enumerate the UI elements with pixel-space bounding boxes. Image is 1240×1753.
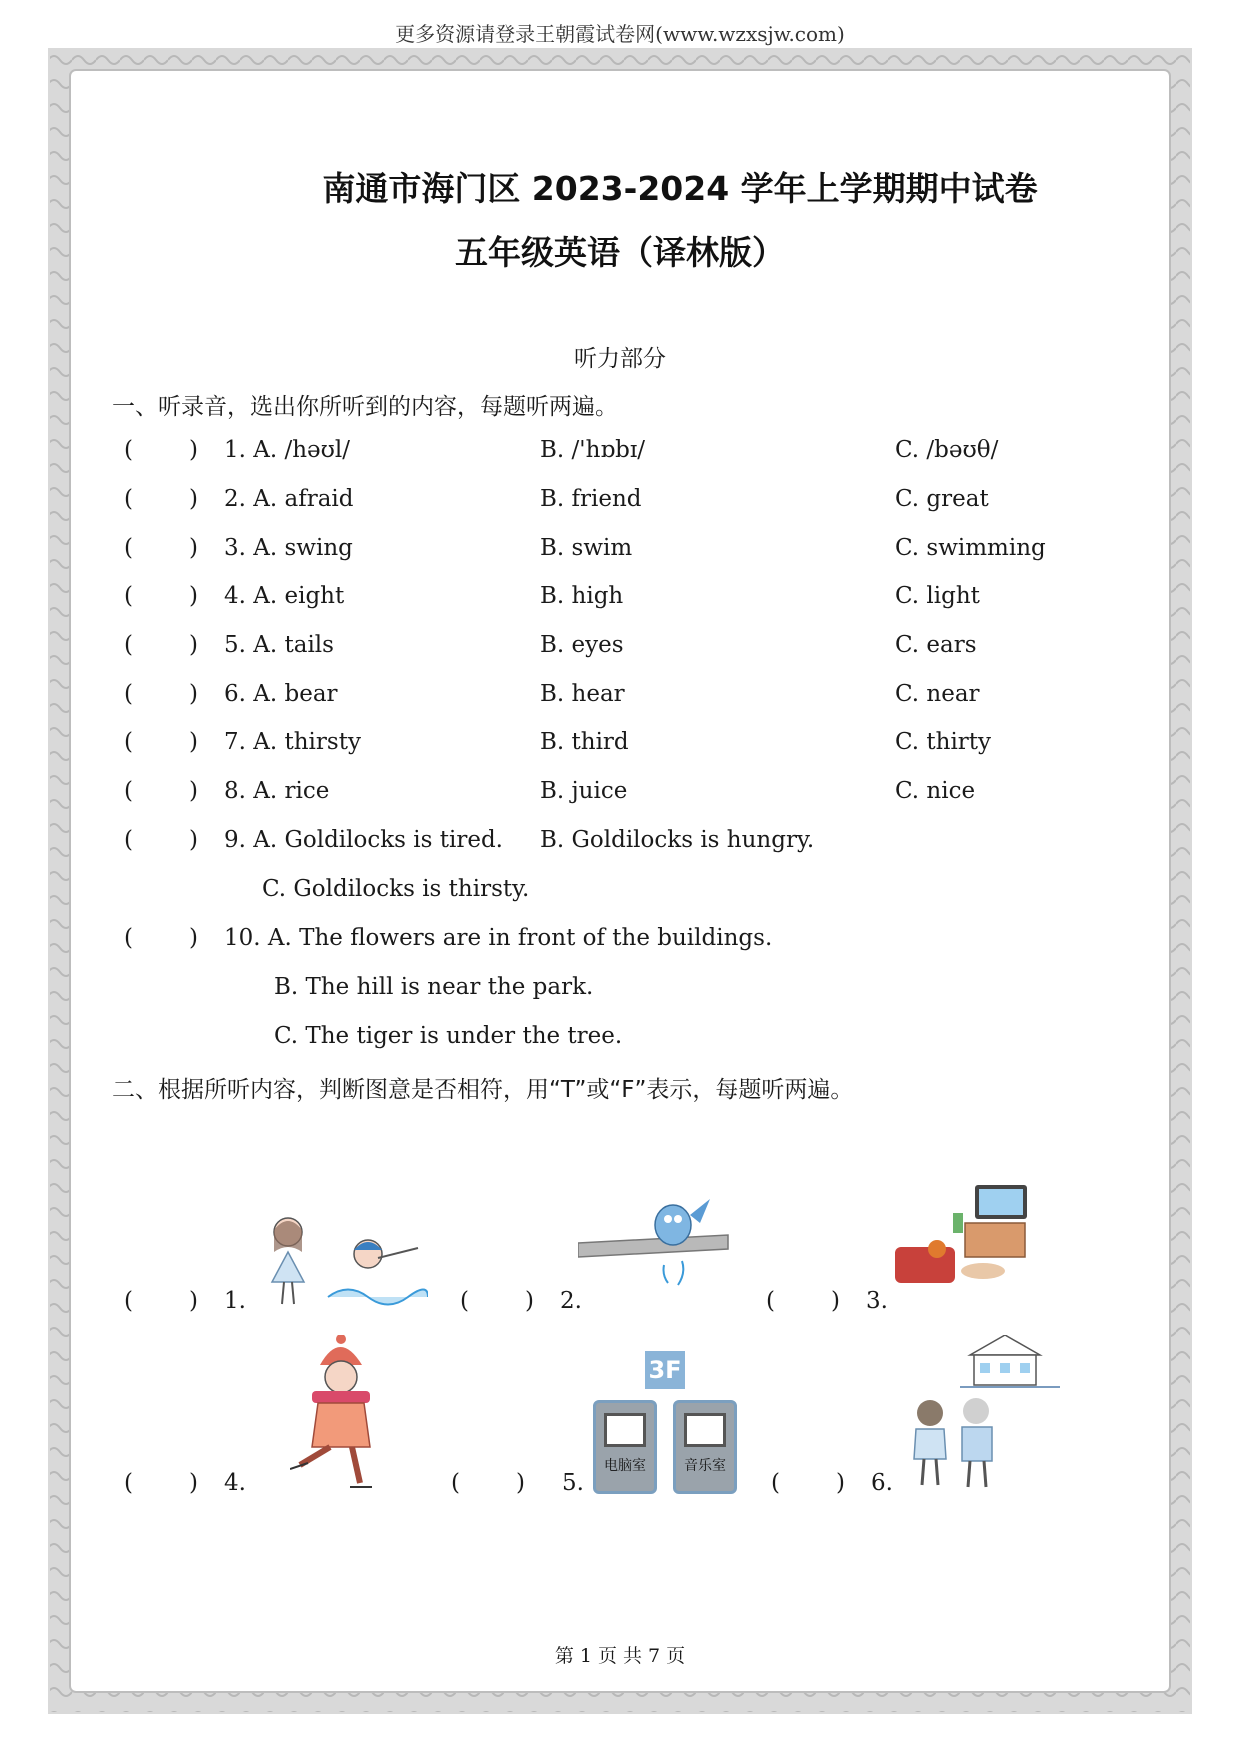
answer-blank[interactable]: ( [771,1470,780,1496]
answer-blank-close: ) [831,1288,840,1314]
option-c: C. ears [895,632,977,658]
question-row [0,681,1240,713]
question-row [0,827,1240,859]
music-room-door [673,1400,737,1494]
item-number: 1. [224,1288,246,1314]
answer-blank[interactable]: ( [124,729,133,755]
option-b: B. hear [540,681,625,707]
option-a: 4. A. eight [224,583,345,609]
answer-blank-close: ) [189,925,198,951]
girl-skating-illustration [290,1335,390,1495]
option-a: 6. A. bear [224,681,338,707]
question-row [0,437,1240,469]
watermark: 更多资源请登录王朝霞试卷网(www.wzxsjw.com) [395,22,845,46]
answer-blank[interactable]: ( [766,1288,775,1314]
option-a: 7. A. thirsty [224,729,361,755]
exam-title: 南通市海门区 2023-2024 学年上学期期中试卷 [322,169,1038,208]
answer-blank-close: ) [189,1288,198,1314]
option-c: C. /bəʊθ/ [895,437,999,463]
page-footer: 第 1 页 共 7 页 [554,1645,686,1667]
section-label: 听力部分 [574,346,666,372]
living-room-tv-illustration [895,1183,1035,1288]
option-b: B. The hill is near the park. [274,974,594,1000]
option-c: C. swimming [895,535,1046,561]
answer-blank-close: ) [836,1470,845,1496]
option-a: 5. A. tails [224,632,334,658]
floor-sign: 3F [645,1351,685,1389]
answer-blank[interactable]: ( [124,827,133,853]
answer-blank[interactable]: ( [124,1470,133,1496]
item-number: 6. [871,1470,893,1496]
question-row [0,535,1240,567]
part2-heading: 二、根据所听内容，判断图意是否相符，用“T”或“F”表示，每题听两遍。 [112,1077,854,1103]
answer-blank[interactable]: ( [124,632,133,658]
option-a: 10. A. The flowers are in front of the buildings. [224,925,773,951]
answer-blank[interactable]: ( [124,925,133,951]
item-number: 4. [224,1470,246,1496]
item-number: 5. [562,1470,584,1496]
part1-heading: 一、听录音，选出你所听到的内容，每题听两遍。 [112,394,618,420]
door-window [684,1413,726,1447]
option-a: 2. A. afraid [224,486,354,512]
question-row [0,486,1240,518]
answer-blank-close: ) [189,1470,198,1496]
option-a: 8. A. rice [224,778,330,804]
answer-blank-close: ) [189,827,198,853]
option-c: C. thirty [895,729,992,755]
option-c: C. great [895,486,989,512]
question-row [0,925,1240,957]
answer-blank-close: ) [189,486,198,512]
bird-on-branch-illustration [578,1195,738,1295]
option-a: 3. A. swing [224,535,353,561]
answer-blank[interactable]: ( [124,778,133,804]
computer-room-door [593,1400,657,1494]
option-b: B. swim [540,535,633,561]
answer-blank-close: ) [189,535,198,561]
room-label: 音乐室 [684,1458,726,1474]
answer-blank-close: ) [189,681,198,707]
answer-blank-close: ) [189,437,198,463]
question-row [0,778,1240,810]
answer-blank[interactable]: ( [124,486,133,512]
option-c: C. The tiger is under the tree. [274,1023,623,1049]
answer-blank[interactable]: ( [460,1288,469,1314]
children-and-house-illustration [900,1335,1060,1495]
answer-blank[interactable]: ( [451,1470,460,1496]
answer-blank[interactable]: ( [124,583,133,609]
dance-swim-illustration [258,1212,428,1312]
option-b: B. juice [540,778,628,804]
answer-blank[interactable]: ( [124,535,133,561]
door-window [604,1413,646,1447]
question-row [0,583,1240,615]
answer-blank-close: ) [525,1288,534,1314]
answer-blank[interactable]: ( [124,681,133,707]
option-b: B. eyes [540,632,624,658]
answer-blank-close: ) [189,729,198,755]
room-label: 电脑室 [604,1458,646,1474]
question-row [0,632,1240,664]
option-c: C. light [895,583,980,609]
option-c: C. Goldilocks is thirsty. [262,876,530,902]
option-c: C. near [895,681,980,707]
option-b: B. /'hɒbɪ/ [540,437,645,463]
question-row [0,729,1240,761]
answer-blank-close: ) [189,778,198,804]
answer-blank-close: ) [189,583,198,609]
option-a: 1. A. /həʊl/ [224,437,351,463]
option-b: B. friend [540,486,642,512]
option-c: C. nice [895,778,976,804]
answer-blank[interactable]: ( [124,437,133,463]
option-b: B. high [540,583,624,609]
exam-subtitle: 五年级英语（译林版） [455,233,785,272]
option-b: B. third [540,729,629,755]
item-number: 3. [866,1288,888,1314]
answer-blank-close: ) [516,1470,525,1496]
answer-blank[interactable]: ( [124,1288,133,1314]
option-a: 9. A. Goldilocks is tired. [224,827,503,853]
answer-blank-close: ) [189,632,198,658]
item-number: 2. [560,1288,582,1314]
option-b: B. Goldilocks is hungry. [540,827,815,853]
